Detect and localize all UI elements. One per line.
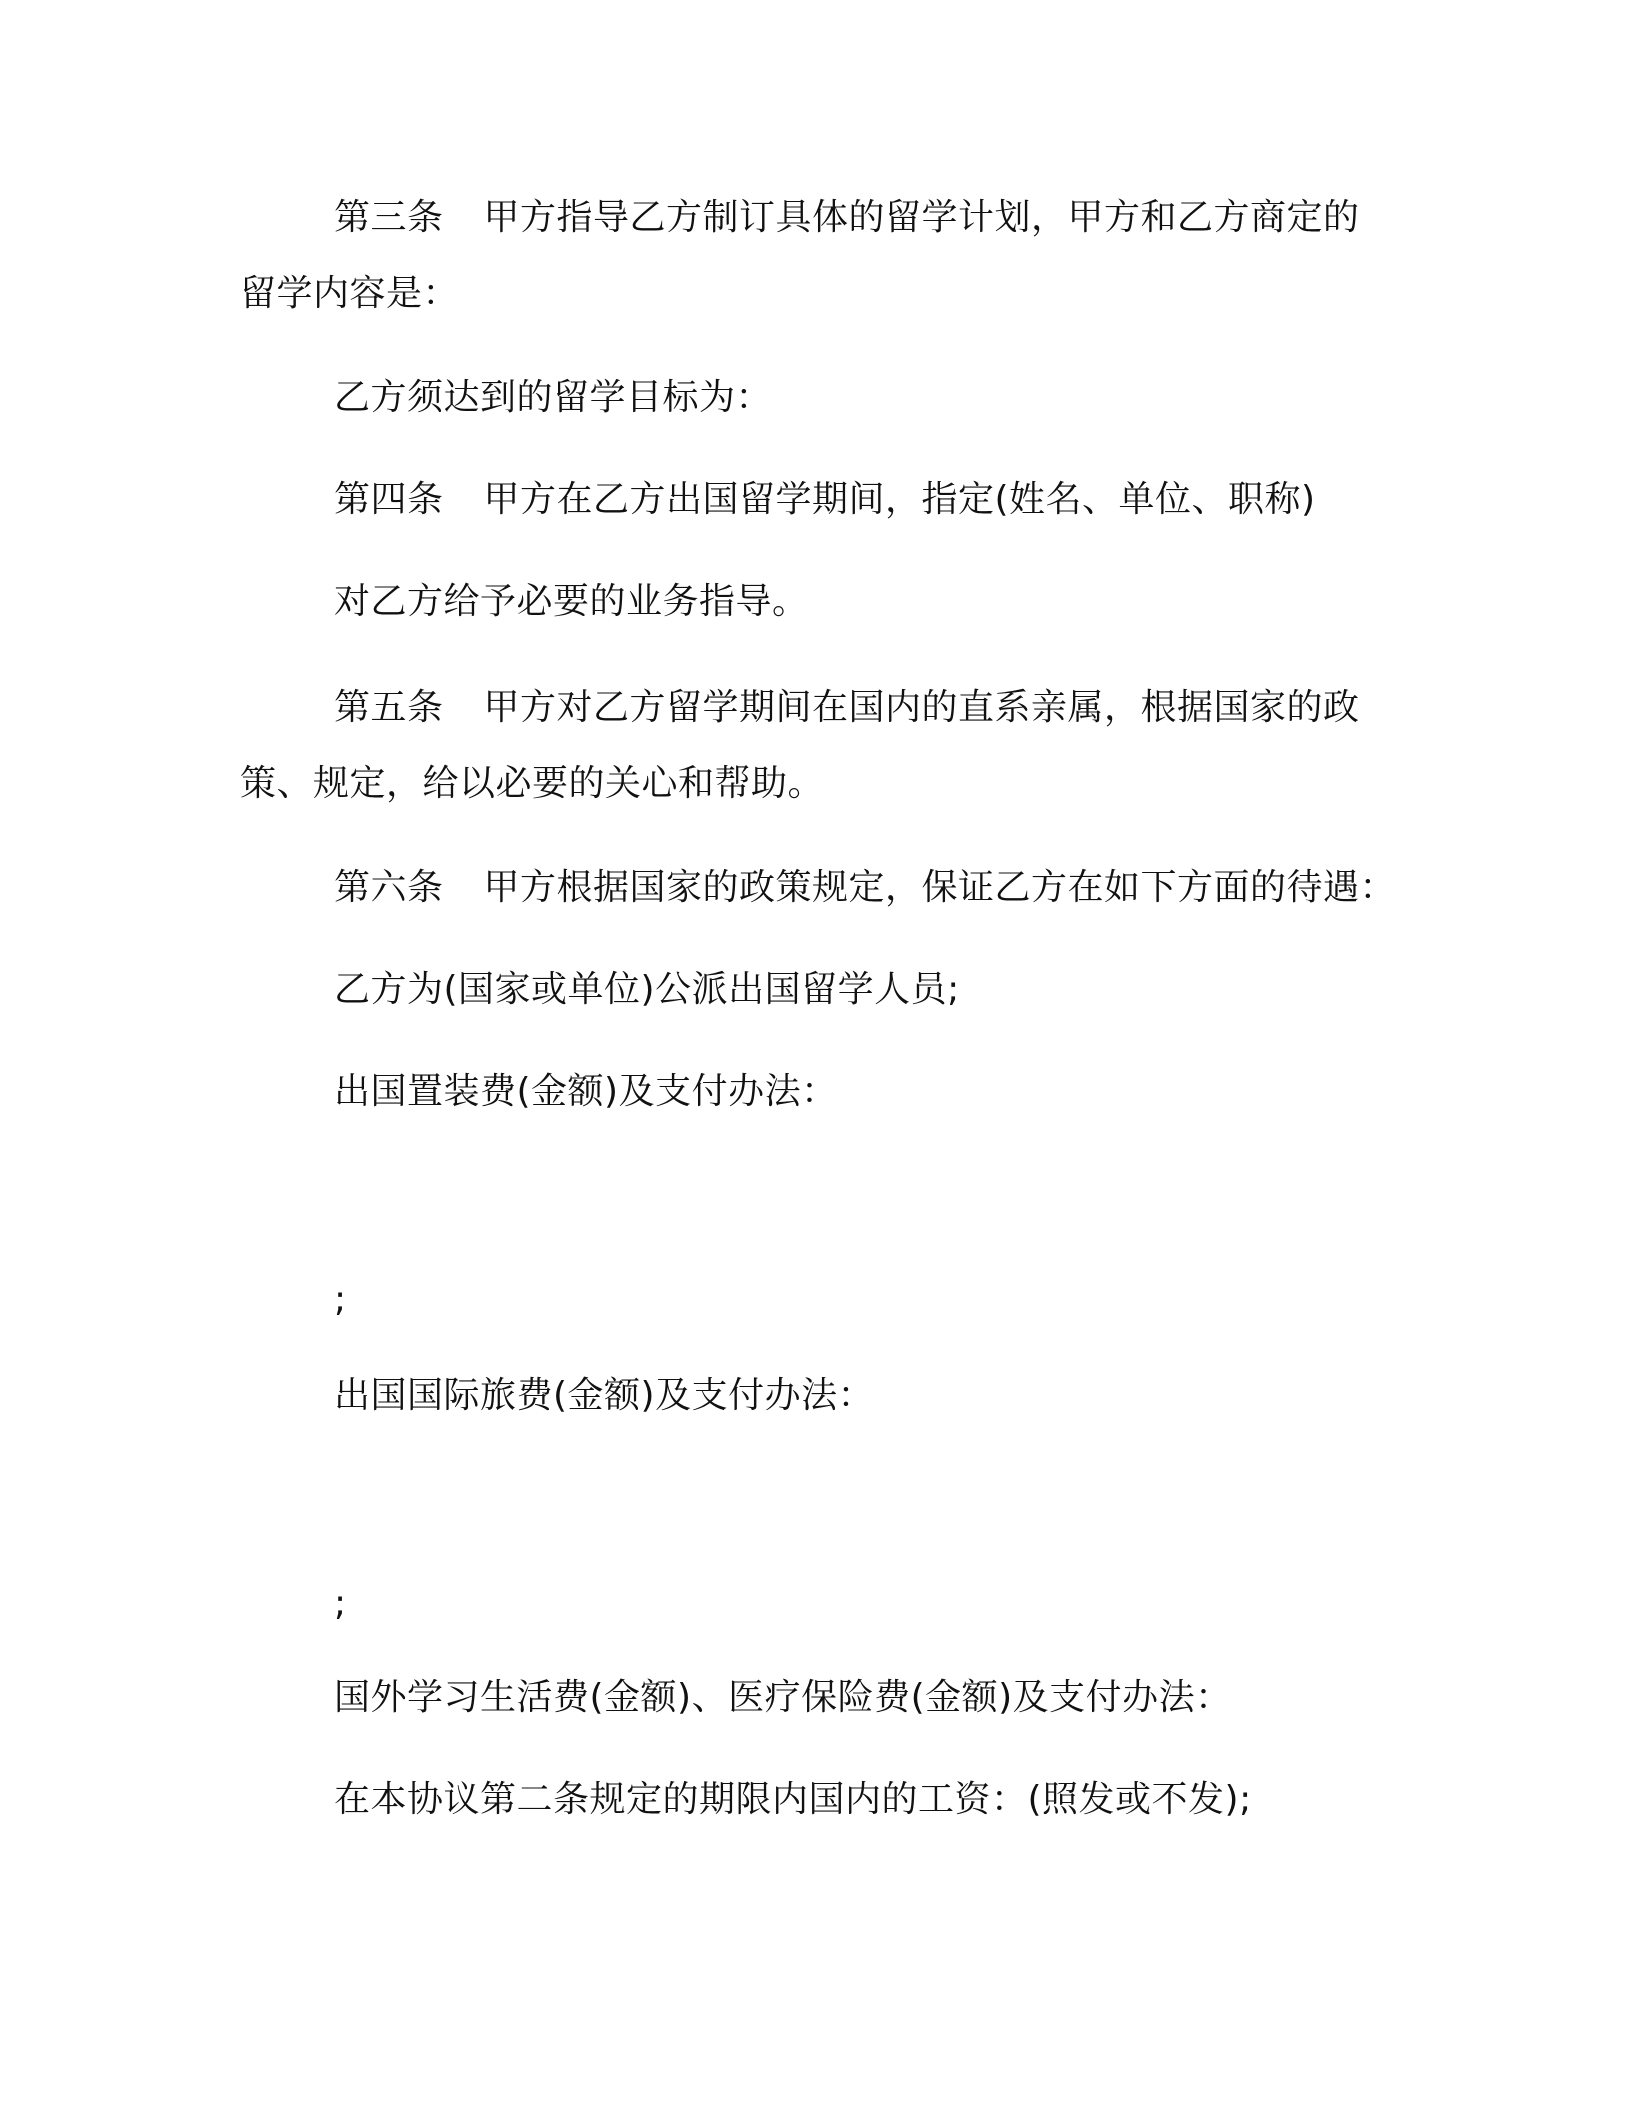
article-3-line-1 xyxy=(334,196,1360,240)
article-6-number: 第六条 xyxy=(334,867,444,908)
article-4-line-2: 对乙方给予必要的业务指导。 xyxy=(334,581,809,622)
article-5-line-2: 策、规定，给以必要的关心和帮助。 xyxy=(240,763,825,804)
article-5-line-1 xyxy=(334,686,1360,730)
article-3-line-2: 留学内容是： xyxy=(240,273,460,314)
article-5-text: 甲方对乙方留学期间在国内的直系亲属，根据国家的政 xyxy=(483,687,1360,728)
salary-line: 在本协议第二条规定的期限内国内的工资：(照发或不发); xyxy=(334,1779,1252,1820)
semicolon-line-2: ; xyxy=(334,1583,347,1624)
article-4-line-1 xyxy=(334,478,1316,522)
article-5-number: 第五条 xyxy=(334,687,444,728)
article-3-number: 第三条 xyxy=(334,197,444,238)
article-4-text: 甲方在乙方出国留学期间，指定(姓名、单位、职称) xyxy=(483,479,1316,520)
travel-fee-line: 出国国际旅费(金额)及支付办法： xyxy=(334,1375,875,1416)
study-goal-line: 乙方须达到的留学目标为： xyxy=(334,377,773,418)
article-3-text: 甲方指导乙方制订具体的留学计划，甲方和乙方商定的 xyxy=(483,197,1360,238)
article-6-line-1 xyxy=(334,866,1396,910)
article-6-text: 甲方根据国家的政策规定，保证乙方在如下方面的待遇： xyxy=(483,867,1397,908)
living-fee-line: 国外学习生活费(金额)、医疗保险费(金额)及支付办法： xyxy=(334,1677,1232,1718)
semicolon-line-1: ; xyxy=(334,1279,347,1320)
article-4-number: 第四条 xyxy=(334,479,444,520)
status-line: 乙方为(国家或单位)公派出国留学人员; xyxy=(334,969,960,1010)
outfit-fee-line: 出国置装费(金额)及支付办法： xyxy=(334,1071,838,1112)
